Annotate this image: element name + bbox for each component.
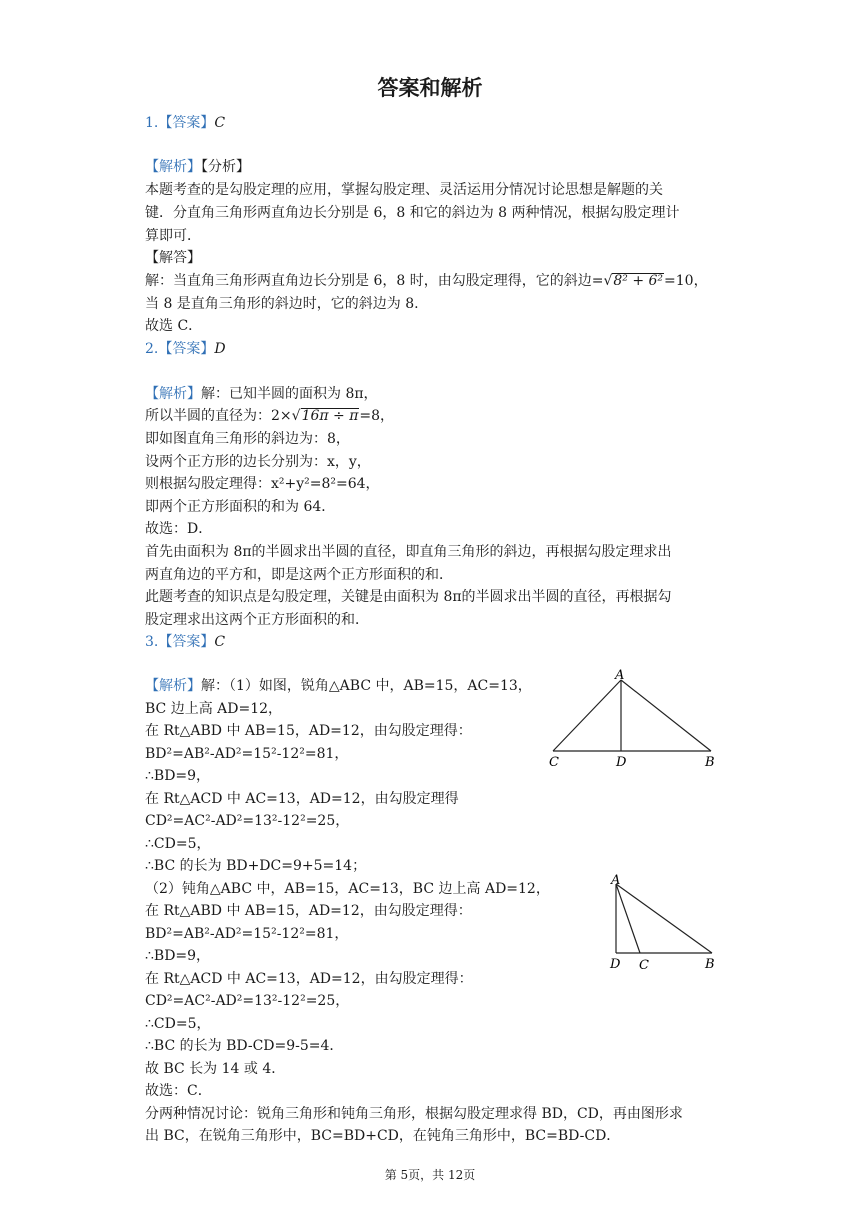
q3-line-16: ∴CD=5， <box>145 1016 211 1032</box>
segment-ac <box>553 680 621 751</box>
q3-line-2: BC 边上高 AD=12， <box>145 701 283 717</box>
q3-line-6: 在 Rt△ACD 中 AC=13，AD=12，由勾股定理得 <box>145 791 459 807</box>
q3-line-1-text: 解：（1）如图，锐角△ABC 中，AB=15，AC=13， <box>201 678 532 694</box>
q3-line-3: 在 Rt△ABD 中 AB=15，AD=12，由勾股定理得： <box>145 723 472 739</box>
segment-ab <box>621 680 711 751</box>
q1-paragraph-1: 本题考查的是勾股定理的应用，掌握勾股定理、灵活运用分情况讨论思想是解题的关 <box>145 182 663 198</box>
q1-paragraph-3: 算即可． <box>145 228 201 244</box>
page-footer: 第 5页，共 12页 <box>384 1168 476 1182</box>
q1-analysis-head: 【解析】 <box>145 159 201 175</box>
q3-line-13: ∴BD=9， <box>145 948 211 964</box>
q2-line-4: 设两个正方形的边长分别为：x，y， <box>145 454 371 470</box>
vertex-label-a: A <box>615 668 625 683</box>
q3-line-14: 在 Rt△ACD 中 AC=13，AD=12，由勾股定理得： <box>145 971 473 987</box>
q2-radicand: 16π ÷ π <box>301 408 359 424</box>
segment-ac <box>616 884 640 953</box>
q2-line-6: 即两个正方形面积的和为 64． <box>145 499 336 515</box>
q3-line-10: （2）钝角△ABC 中，AB=15，AC=13，BC 边上高 AD=12， <box>145 881 550 897</box>
q3-line-18: 故 BC 长为 14 或 4． <box>145 1061 286 1077</box>
q2-line-2 <box>145 408 394 425</box>
q1-solution-1-result: =10， <box>664 273 708 289</box>
q3-analysis-head: 【解析】 <box>145 678 201 694</box>
vertex-label-d: D <box>616 755 627 770</box>
q2-line-9: 两直角边的平方和，即是这两个正方形面积的和． <box>145 567 453 583</box>
q3-line-21: 出 BC，在锐角三角形中，BC=BD+CD，在钝角三角形中，BC=BD-CD． <box>145 1128 621 1144</box>
q2-line-2-result: =8， <box>359 408 395 424</box>
q2-line-8: 首先由面积为 8π的半圆求出半圆的直径，即直角三角形的斜边，再根据勾股定理求出 <box>145 544 672 560</box>
q3-line-20: 分两种情况讨论：锐角三角形和钝角三角形，根据勾股定理求得 BD，CD，再由图形求 <box>145 1106 683 1122</box>
q3-line-4: BD²=AB²-AD²=15²-12²=81， <box>145 746 349 762</box>
q1-answer-line <box>145 115 225 132</box>
q2-line-1-text: 解：已知半圆的面积为 8π， <box>201 386 378 402</box>
q2-line-5: 则根据勾股定理得：x²+y²=8²=64， <box>145 476 380 492</box>
q1-answer-letter: C <box>214 115 226 131</box>
q3-answer-letter: C <box>214 634 226 650</box>
q3-line-5: ∴BD=9， <box>145 768 211 784</box>
q1-paragraph-2: 键．分直角三角形两直角边长分别是 6，8 和它的斜边为 8 两种情况，根据勾股定理计 <box>145 205 680 221</box>
q1-solution-1 <box>145 273 708 290</box>
sqrt-sign: √ <box>291 408 301 424</box>
q2-line-7: 故选：D． <box>145 521 213 537</box>
q2-line-3: 即如图直角三角形的斜边为：8， <box>145 431 350 447</box>
q1-analysis-line <box>145 159 250 176</box>
vertex-label-a: A <box>611 873 621 888</box>
q2-line-2-text: 所以半圆的直径为：2× <box>145 408 292 424</box>
page-title: 答案和解析 <box>377 76 483 100</box>
vertex-label-c: C <box>549 755 559 770</box>
q3-line-19: 故选：C． <box>145 1083 212 1099</box>
q3-line-17: ∴BC 的长为 BD-CD=9-5=4． <box>145 1038 344 1054</box>
q3-line-9: ∴BC 的长为 BD+DC=9+5=14； <box>145 858 367 874</box>
vertex-label-d: D <box>610 957 621 972</box>
q3-line-12: BD²=AB²-AD²=15²-12²=81， <box>145 926 349 942</box>
q3-line-11: 在 Rt△ABD 中 AB=15，AD=12，由勾股定理得： <box>145 903 472 919</box>
q3-line-1 <box>145 678 532 695</box>
acute-triangle-figure <box>545 668 725 770</box>
q1-solution-1-text: 解：当直角三角形两直角边长分别是 6，8 时，由勾股定理得，它的斜边= <box>145 273 604 289</box>
q3-line-7: CD²=AC²-AD²=13²-12²=25， <box>145 813 350 829</box>
q2-line-10: 此题考查的知识点是勾股定理，关键是由面积为 8π的半圆求出半圆的直径，再根据勾 <box>145 589 672 605</box>
q1-answer-head: 1.【答案】 <box>145 115 215 131</box>
q3-line-15: CD²=AC²-AD²=13²-12²=25， <box>145 993 350 1009</box>
q1-analysis-tag: 【分析】 <box>201 159 250 175</box>
q3-line-8: ∴CD=5， <box>145 836 211 852</box>
q1-solution-2: 当 8 是直角三角形的斜边时，它的斜边为 8. <box>145 296 419 312</box>
vertex-label-b: B <box>705 755 715 770</box>
q1-solve-tag: 【解答】 <box>145 250 201 266</box>
q2-analysis-head: 【解析】 <box>145 386 201 402</box>
obtuse-triangle-figure <box>602 872 724 972</box>
q2-line-1 <box>145 386 378 403</box>
q2-answer-head: 2.【答案】 <box>145 341 215 357</box>
q2-answer-line <box>145 341 226 358</box>
segment-ab <box>616 884 712 953</box>
q1-solution-3: 故选 C． <box>145 318 203 334</box>
q3-answer-line <box>145 634 225 651</box>
sqrt-sign: √ <box>603 273 613 289</box>
vertex-label-b: B <box>705 957 715 972</box>
q1-radicand: 8² + 6² <box>613 273 664 289</box>
vertex-label-c: C <box>639 958 649 972</box>
q2-line-11: 股定理求出这两个正方形面积的和． <box>145 612 369 628</box>
q2-answer-letter: D <box>214 341 226 357</box>
q3-answer-head: 3.【答案】 <box>145 634 215 650</box>
